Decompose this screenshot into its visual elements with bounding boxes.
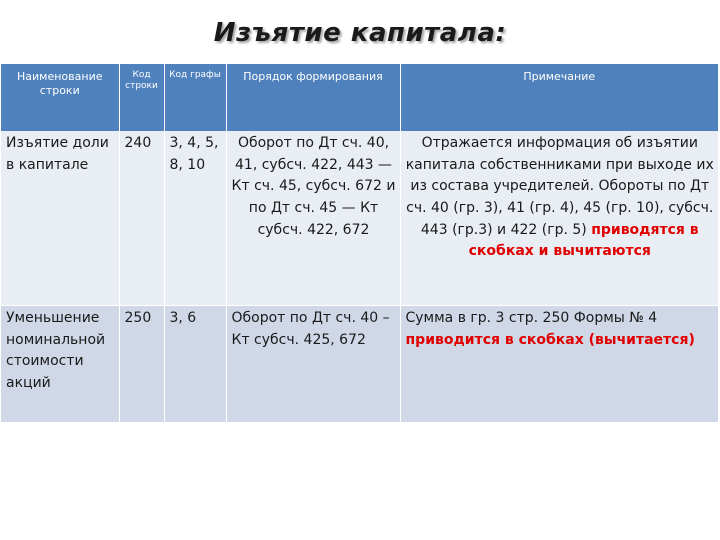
col-code: 3, 6: [164, 306, 226, 423]
note-cell: [400, 131, 718, 306]
note-text: Отражается информация об изъятии капитала собственниками при выходе их из состава учредителей. Обороты по Дт сч. 40 (гр. 3), 41 (гр. 4), 45 (гр. 10), субсч. 443 (гр.3) и 422 (гр. 5): [405, 135, 714, 238]
note-text: Сумма в гр. 3 стр. 250 Формы № 4: [405, 310, 658, 326]
row-name: Изъятие доли в капитале: [1, 131, 119, 306]
header-order: Порядок формирования: [226, 64, 400, 131]
slide-title: Изъятие капитала:: [213, 18, 507, 48]
header-name: Наименование строки: [1, 64, 119, 131]
note-cell: [400, 306, 718, 423]
table-header-row: [1, 64, 718, 131]
order-text: Оборот по Дт сч. 40 – Кт субсч. 425, 672: [226, 306, 400, 423]
order-text: Оборот по Дт сч. 40, 41, субсч. 422, 443 — Кт сч. 45, субсч. 672 и по Дт сч. 45 — Кт субсч. 422, 672: [226, 131, 400, 306]
note-highlight: приводится в скобках (вычитается): [405, 331, 695, 348]
header-col-code: Код графы: [164, 64, 226, 131]
note-highlight: приводятся в скобках и вычитаются: [468, 221, 699, 260]
table-row: [1, 131, 718, 306]
table-row: [1, 306, 718, 423]
header-row-code: Код строки: [119, 64, 164, 131]
row-code: 250: [119, 306, 164, 423]
row-name: Уменьшение номинальной стоимости акций: [1, 306, 119, 423]
header-note: Примечание: [400, 64, 718, 131]
capital-withdrawal-table: [1, 64, 718, 423]
col-code: 3, 4, 5, 8, 10: [164, 131, 226, 306]
row-code: 240: [119, 131, 164, 306]
